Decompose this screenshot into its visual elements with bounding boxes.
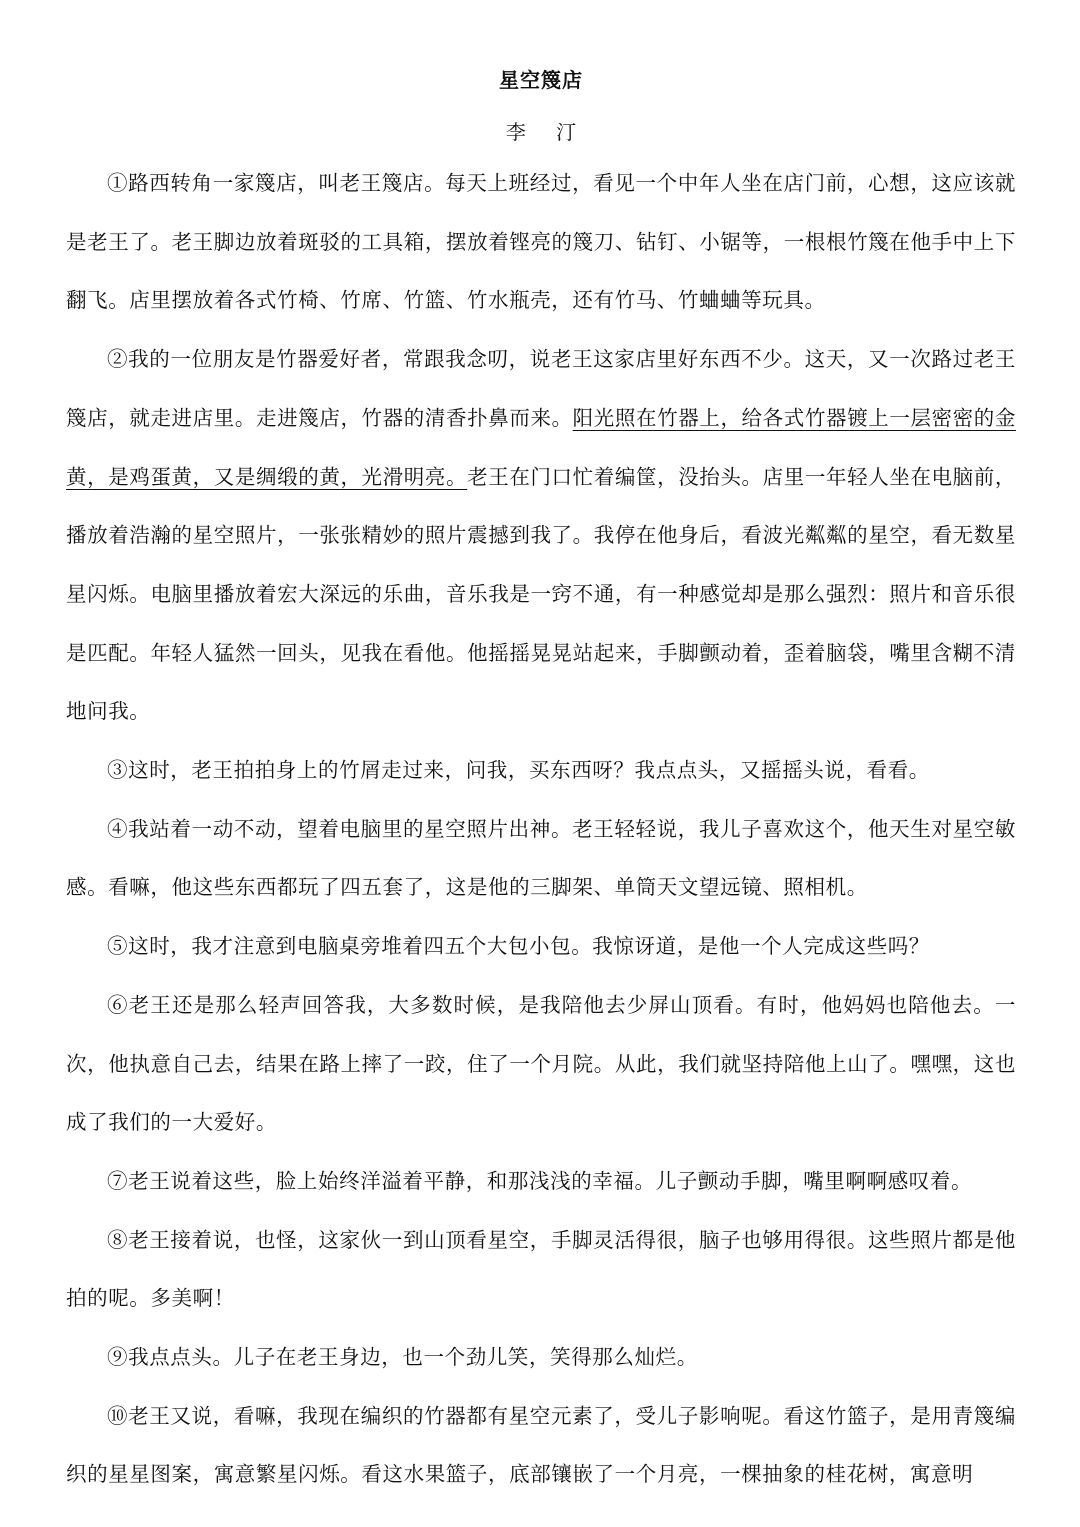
document-title: 星空篾店 — [499, 68, 583, 92]
paragraph-9: ⑨我点点头。儿子在老王身边，也一个劲儿笑，笑得那么灿烂。 — [107, 1345, 698, 1370]
paragraph-2 — [66, 330, 1016, 741]
paragraph-10: ⑩老王又说，看嘛，我现在编织的竹器都有星空元素了，受儿子影响呢。看这竹篮子，是用青篾编织的星星图案，寓意繁星闪烁。看这水果篮子，底部镶嵌了一个月亮，一棵抽象的桂花树，寓意明 — [66, 1403, 1016, 1487]
paragraph-5: ⑤这时，我才注意到电脑桌旁堆着四五个大包小包。我惊讶道，是他一个人完成这些吗？ — [107, 934, 930, 959]
underlined-sentence: 阳光照在竹器上，给各式竹器镀上一层密密的金黄，是鸡蛋黄，又是绸缎的黄，光滑明亮。 — [66, 405, 1016, 489]
paragraph-3: ③这时，老王拍拍身上的竹屑走过来，问我，买东西呀？我点点头，又摇摇头说，看看。 — [107, 758, 930, 783]
paragraph-6: ⑥老王还是那么轻声回答我，大多数时候，是我陪他去少屏山顶看。有时，他妈妈也陪他去。一次，他执意自己去，结果在路上摔了一跤，住了一个月院。从此，我们就坚持陪他上山了。嘿嘿，这也成了我们的一大爱好。 — [66, 992, 1016, 1135]
paragraph-4: ④我站着一动不动，望着电脑里的星空照片出神。老王轻轻说，我儿子喜欢这个，他天生对星空敏感。看嘛，他这些东西都玩了四五套了，这是他的三脚架、单筒天文望远镜、照相机。 — [66, 816, 1016, 900]
paragraph-8: ⑧老王接着说，也怪，这家伙一到山顶看星空，手脚灵活得很，脑子也够用得很。这些照片都是他拍的呢。多美啊！ — [66, 1227, 1016, 1311]
document-author: 李 汀 — [505, 120, 589, 144]
paragraph-1: ①路西转角一家篾店，叫老王篾店。每天上班经过，看见一个中年人坐在店门前，心想，这应该就是老王了。老王脚边放着斑驳的工具箱，摆放着铿亮的篾刀、钻钉、小锯等，一根根竹篾在他手中上下翻飞。店里摆放着各式竹椅、竹席、竹篮、竹水瓶壳，还有竹马、竹蛐蛐等玩具。 — [66, 171, 1016, 313]
paragraph-2-after: 老王在门口忙着编筐，没抬头。店里一年轻人坐在电脑前，播放着浩瀚的星空照片，一张张精妙的照片震撼到我了。我停在他身后，看波光粼粼的星空，看无数星星闪烁。电脑里播放着宏大深远的乐曲，音乐我是一窍不通，有一种感觉却是那么强烈：照片和音乐很是匹配。年轻人猛然一回头，见我在看他。他摇摇晃晃站起来，手脚颤动着，歪着脑袋，嘴里含糊不清地问我。 — [66, 464, 1016, 724]
paragraph-2-before: ②我的一位朋友是竹器爱好者，常跟我念叨，说老王这家店里好东西不少。这天，又一次路过老王篾店，就走进店里。走进篾店，竹器的清香扑鼻而来。 — [66, 347, 1016, 430]
paragraph-7: ⑦老王说着这些，脸上始终洋溢着平静，和那浅浅的幸福。儿子颤动手脚，嘴里啊啊感叹着。 — [107, 1168, 973, 1193]
